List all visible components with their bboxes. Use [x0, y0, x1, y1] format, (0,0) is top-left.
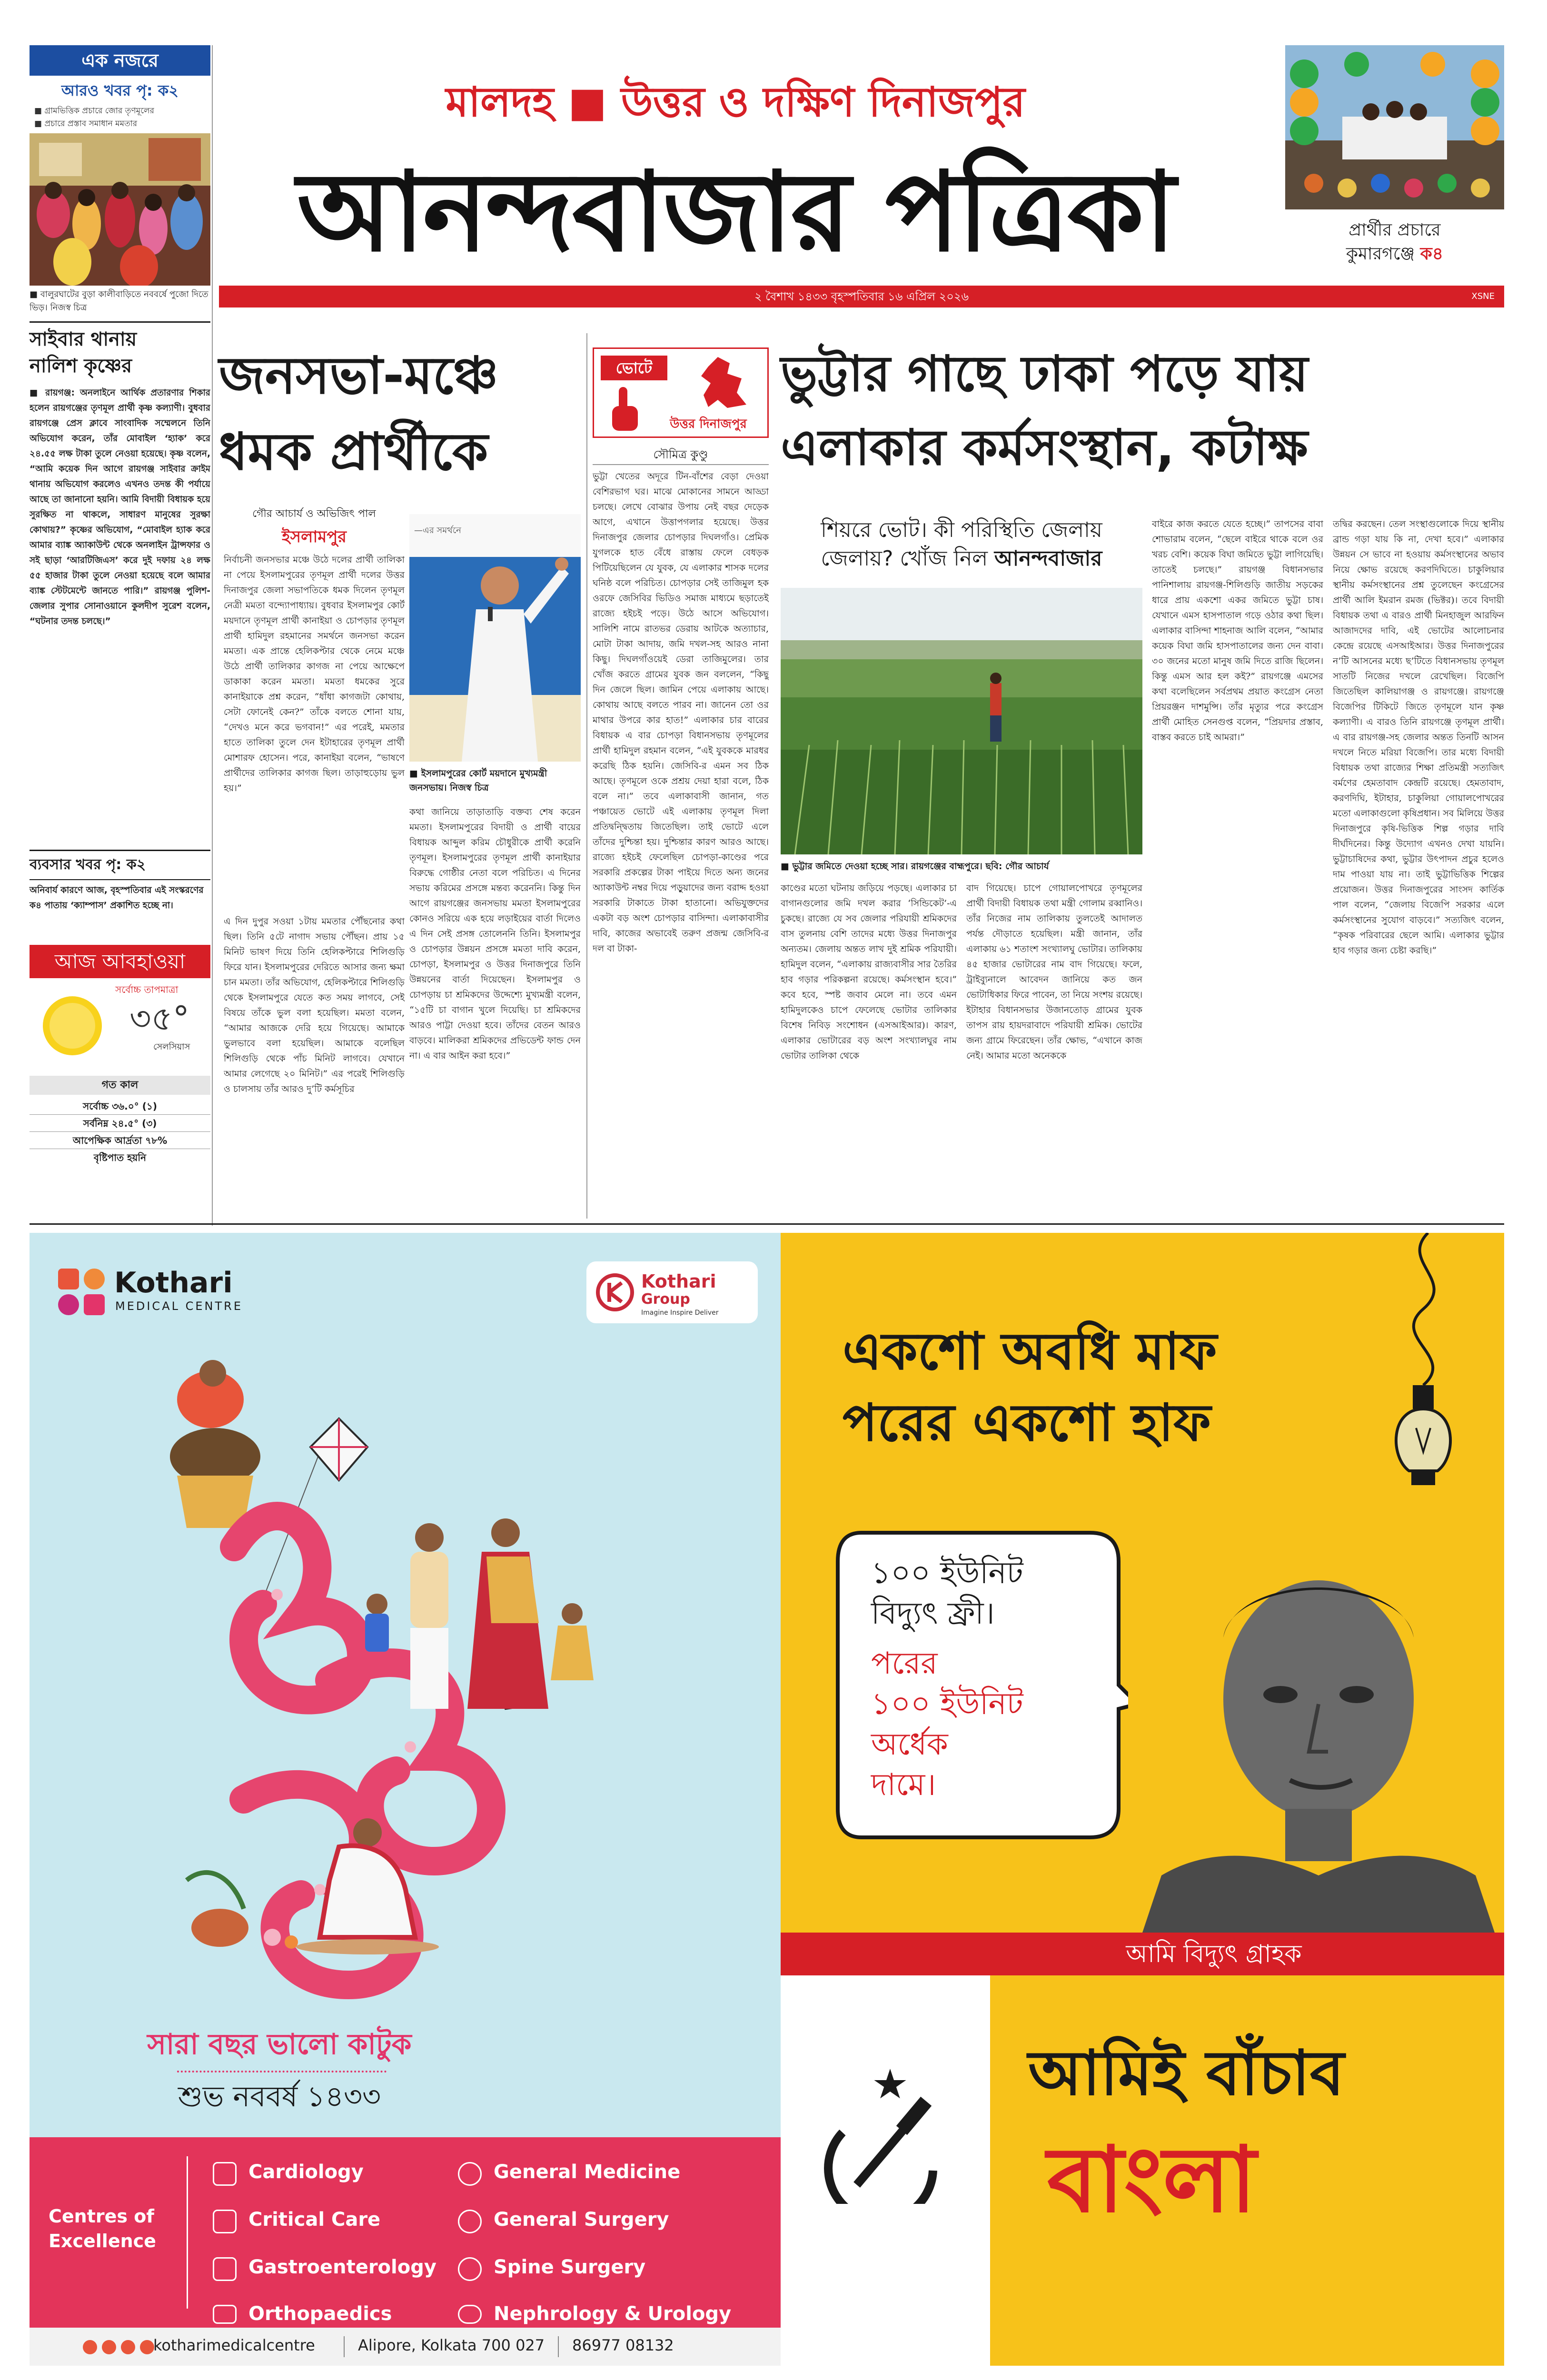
ear-place: কুমারগঞ্জে	[1346, 244, 1415, 264]
service-item: Nephrology & Urology	[494, 2303, 732, 2325]
group-word: Group	[641, 1291, 690, 1308]
kothari-ad	[30, 1233, 782, 2366]
photo-tag: —এর সমর্থনে	[414, 526, 461, 536]
story2-column: কাণ্ডের মতো ঘটনায় জড়িয়ে পড়ছে। এলাকার চা বাগানগুলোর জমি দখল করার ‘সিন্ডিকেট’-এ চুকছে। রাজ্যে যে সব জেলার পরিযায়ী শ্রমিকদের বাস তুলনায় বেশি তাদের মধ্যে উত্তর দিনাজপুর অন্যতম। জেলায় অন্তত লাখ দুই শ্রমিক পরিযায়ী। হামিদুল বলেন, “এলাকায় রাজ্যবাসীর সার তৈরির হাব গড়ার পরিকল্পনা রয়েছে। কর্মসংস্থান হবে।” কবে হবে, স্পষ্ট জবাব মেলে না। তবে এমন হামিদুলকেও চাপে ফেলেছে ভোটার তালিকার বিশেষ নিবিড় সংশোধন (এসআইআর)। কারণ, এলাকার ভোটারের বড় অংশ সংখ্যালঘুর নাম ভোটার তালিকা থেকে	[781, 883, 957, 1061]
vote-label: ভোটে	[601, 356, 667, 380]
ad-newyear: শুভ নববর্ষ ১৪৩৩	[178, 2080, 381, 2113]
divider	[30, 879, 210, 880]
footer-handle[interactable]: kotharimedicalcentre	[153, 2336, 315, 2354]
newspaper-title: আনন্দবাজার পত্রিকা	[297, 148, 1174, 276]
ad-divider	[30, 1223, 1504, 1225]
story2-column: বাদ গিয়েছে। চাপে গোয়ালপোখরে তৃণমূলের প্রার্থী বিদায়ী বিধায়ক তথা মন্ত্রী গোলাম রব্বানিও। তাঁর নিজের নাম তালিকায় তুলতেই আদালত পর্যন্ত দৌড়াতে হয়েছিল। মন্ত্রী জানান, তাঁর এলাকায় ৬১ শতাংশ সংখ্যালঘু ভোটার। তালিকায় ৪৫ হাজার ভোটারের নাম বাদ গিয়েছে। ফলে, ট্রাইব্যুনালে আবেদন জানিয়ে কত জন ভোটাধিকার ফিরে পাবেন, তা নিয়ে সংশয় রয়েছে। ইটাহার বিধানসভার উজানতোড় গ্রামের যুবক তাপস রায় হায়দরাবাদে পরিযায়ী শ্রমিক। ভোটের জন্য গ্রামে ফিরেছেন। তাঁর ক্ষোভ, “এখানে কাজ নেই। আমার মতো অনেককে	[966, 883, 1142, 1061]
story2-byline: সৌমিত্র কুণ্ডু	[593, 445, 769, 465]
spine-icon	[458, 2257, 482, 2281]
kidney-icon	[458, 2305, 482, 2324]
district-map-icon	[689, 355, 756, 412]
temp-unit: সেলসিয়াস	[153, 1042, 190, 1052]
weather-row: আপেক্ষিক আর্দ্রতা ৭৮%	[30, 1132, 210, 1149]
hammer-sickle-star-icon	[814, 2061, 957, 2204]
column-rule	[586, 333, 587, 1219]
stomach-icon	[213, 2257, 237, 2281]
ad-wish: সারা বছর ভালো কাটুক	[147, 2028, 412, 2061]
service-item: Gastroenterology	[248, 2256, 436, 2278]
finger-vote-icon	[608, 387, 642, 432]
column-rule	[212, 45, 213, 1226]
service-item: Cardiology	[248, 2161, 364, 2183]
dateline: ২ বৈশাখ ১৪৩৩ বৃহস্পতিবার ১৬ এপ্রিল ২০২৬	[754, 290, 969, 303]
footer-phone[interactable]: 86977 08132	[572, 2336, 674, 2354]
brief-line: ■ গ্রামভিত্তিক প্রচারে জোর তৃণমূলের	[34, 106, 154, 116]
party-symbol-panel	[781, 1975, 990, 2366]
bone-icon	[213, 2305, 237, 2324]
coe-label: Centres of	[49, 2206, 154, 2227]
slogan-line2: বাংলা	[1047, 2127, 1257, 2232]
story1-headline: ধমক প্রার্থীকে	[219, 422, 488, 482]
bubble-line: অর্ধেক	[871, 1727, 948, 1762]
scalpel-icon	[458, 2210, 482, 2233]
edition-code: XSNE	[1471, 291, 1495, 301]
service-item: General Surgery	[494, 2209, 669, 2231]
story1-headline: জনসভা-মঞ্চে	[219, 346, 498, 406]
stethoscope-icon	[458, 2162, 482, 2186]
weather-row: সর্বনিম্ন ২৪.৫° (৩)	[30, 1115, 210, 1132]
kicker-text: জেলায়? খোঁজ নিল	[821, 546, 988, 571]
story2-column: তদ্বির করছেন। তেল সংস্থাগুলোকে দিয়ে স্থানীয় ব্রান্ড গড়া যায় কি না, দেখা হবে।” এলাকার উন্নয়ন সে ভাবে না হওয়ায় কর্মসংস্থানের অভাব নিয়ে ক্ষোভ রয়েছে করণদিঘিতে। চাকুলিয়ার স্থানীয় কর্মসংস্থানের প্রশ্ন তুলেছেন কংগ্রেসের প্রার্থী আলি ইমরান রমজ (ভিক্টর)। তবে বিদায়ী বিধায়ক তথা এ বারও প্রার্থী মিনহাজুল আরফিন আজাদদের দাবি, এই ভোটের আলোচনার কেন্দ্রে রয়েছে এসআইআর। উত্তর দিনাজপুরের ন’টি আসনের মধ্যে ছ’টিতে বিধানসভায় তৃণমূল সাতটি নিজের দখলে রেখেছিল। বিজেপি জিতেছিল কালিয়াগঞ্জ ও রায়গঞ্জে। রায়গঞ্জে বিজেপির টিকিটে জিতে তৃণমূলে যান কৃষ্ণ কল্যাণী। এ বারও তিনি রায়গঞ্জে তৃণমূল প্রার্থী। এ বার রায়গঞ্জ-সহ জেলার অন্তত তিনটি আসন দখলে নিতে মরিয়া বিজেপি। তার মধ্যে বিদায়ী বিধায়ক তথা রাজ্যের শিক্ষা প্রতিমন্ত্রী সত্যজিৎ বর্মণের হেমতাবাদ কেন্দ্রটি রয়েছে। হেমতাবাদ, করণদিঘি, ইটাহার, চাকুলিয়া গোয়ালপোখরের মতো এলাকাগুলো কৃষিপ্রধান। সব মিলিয়ে উত্তর দিনাজপুরে কৃষি-ভিত্তিক শিল্প গড়ার দাবি দীর্ঘদিনের। কিন্তু উদ্যোগ এখনও দেখা যায়নি। ভুট্টাচাষিদের কথা, ভুট্টার উৎপাদন প্রচুর হলেও দাম পাওয়া যায় না। তাই ভুট্টাভিত্তিক শিল্পের প্রয়োজন। উত্তর দিনাজপুরের সাংসদ কার্তিক পাল বলেন, “জেলায় বিজেপি সরকার এলে কর্মসংস্থানের সুযোগ বাড়বে।” সত্যজিৎ বলেন, “কৃষক পরিবারের ছেলে আমি। এলাকার ভুট্টার হাব গড়ার জন্য চেষ্টা করছি।”	[1333, 519, 1504, 956]
cyber-headline: সাইবার থানায়	[30, 328, 137, 350]
ear-caption-line2	[1285, 243, 1504, 266]
ear-caption: প্রার্থীর প্রচারে	[1349, 220, 1441, 240]
consumer-band	[781, 1933, 1504, 1975]
story2-column: ভুট্টা খেতের অদূরে টিন-বাঁশের বেড়া দেওয়া বেশিরভাগ ঘর। মাঝে মোকানের সামনে আড্ডা চলছে। লেখে বোঝার উপায় নেই বছর দেড়েক আগে, এখানে উত্তাপগলার হয়েছে। উত্তর দিনাজপুর জেলার চোপড়ার দিঘলগাঁও। প্রেমিক যুগলকে হাত বেঁধে রাস্তায় ফেলে বেধড়ক পিটিয়েছিলেন যে যুবক, যে এলাকার শাসক দলের ঘনিষ্ঠ বলে পরিচিত। চোপড়ার সেই তাজিমুল হক ওরফে জেসিবির ভিডিও সমাজ মাধ্যমে ছড়াতেই রাজ্যে হইচই পড়ে। উঠে আসে অভিযোগ। সালিশি নামে রাতভর ডেরায় আটকে অত্যাচার, মোটা টাকা আদায়, জমি দখল-সহ আরও নানা কিছু। দিঘলগাঁওয়েই ডেরা তাজিমুলের। তার খোঁজ করতে গ্রামের যুবক জন বললেন, “কিছু দিন জেলে ছিল। জামিন পেয়ে এলাকায় আছে। কোথায় আছে বলতে পারব না। জানেন তো ওর মাথার উপরে কার হাত!” এলাকার চার বারের বিধায়ক এ বার চোপড়া বিধানসভায় তৃণমূলের প্রার্থী হামিদুল রহমান বলেন, “এই যুবককে মারধর করেছি ঠিক হয়নি। জেসিবি-র এমন সব ঠিক আছে। তৃণমূলে ওকে প্রশ্রয় দেয়া হারা বলে, ঠিক বলে না।” তবে এলাকাবাসী জানান, গত পঞ্চায়েত ভোটে এই এলাকায় তৃণমূল দিলা প্রতিদ্বন্দ্বিতায় জিতেছিল। তাই ভোটে এলে তাঁদের দুশ্চিন্তা হয়। দুশ্চিন্তার কারণ আরও আছে। রাজ্যে হইচই ফেলেছিল চোপড়া-কাণ্ডের পরে সরকারি প্রকল্পের টাকা পাইয়ে দিতে অন্য জনের অ্যাকাউন্ট নম্বর দিয়ে পড়ুয়াদের জন্য বরাদ্দ হওয়া সরকারি টাকাতে টাকা হাতানো। অভিযুক্তদের একটা বড় অংশ চোপড়ার বাসিন্দা। এলাকাবাসীর দাবি, কাজের অভাবেই তরুণ প্রজন্ম জেসিবি-র দল বা টাকা-	[593, 471, 769, 954]
social-icons[interactable]	[82, 2339, 163, 2355]
bubble-line: পরের	[871, 1646, 938, 1681]
kicker-brand: আনন্দবাজার	[994, 546, 1102, 571]
kothari-logo-icon	[58, 1269, 106, 1316]
bubble-line: দামে।	[871, 1767, 936, 1803]
cyber-headline: নালিশ কৃষ্ণের	[30, 355, 132, 377]
edition-label: মালদহ ■ উত্তর ও দক্ষিণ দিনাজপুর	[446, 79, 1025, 126]
consumer-label: আমি বিদ্যুৎ গ্রাহক	[1126, 1940, 1302, 1968]
ad-footer	[30, 2328, 782, 2366]
bulb-icon	[1371, 1233, 1476, 1499]
bubble-line: ১০০ ইউনিট	[871, 1686, 1023, 1722]
service-item: General Medicine	[494, 2161, 681, 2183]
weather-row: বৃষ্টিপাত হয়নি	[93, 1152, 147, 1163]
story1-column: নির্বাচনী জনসভার মঞ্চে উঠে দলের প্রার্থী তালিকা না পেয়ে ইসলামপুরের তৃণমূল প্রার্থী দলের উত্তর দিনাজপুর জেলা সভাপতিকে ধমক দিলেন তৃণমূল নেত্রী মমতা বন্দ্যোপাধ্যায়। বুধবার ইসলামপুর কোর্ট ময়দানে তৃণমূল প্রার্থী কানাইয়া ও চোপড়ার তৃণমূল প্রার্থী হামিদুল রহমানের সমর্থনে জনসভা করেন মমতা। এক প্রান্তে হেলিকপ্টার থেকে নেমে মঞ্চে উঠে প্রার্থী তালিকার কাগজ না পেয়ে আক্ষেপে ডাকাকা করেন মমতা। মমতা ধমকের সুরে কানাইয়াকে প্রশ্ন করেন, “ধাঁধা কাগজটা কোথায়, সেটা ফোনেই কেন?” তাঁকে বলতে শোনা যায়, “দেখও মনে করে ভগবান!” এর পরেই, মমতার হাতে তালিকা তুলে দেন ইটাহারের তৃণমূল প্রার্থী মোশারফ হোসেন। পরে, কানাইয়া বলেন, “ভাষণে প্রার্থীদের তালিকার কাগজ ছিল। তাড়াহুড়োয় ভুল হয়।”	[224, 555, 405, 793]
story2-column: বাইরে কাজ করতে যেতে হচ্ছে।” তাপসের বাবা শোভারাম বলেন, “ছেলে বাইরে থাকে বলে ওর খরচ বেশি। কয়েক বিঘা জমিতে ভুট্টা লাগিয়েছি। তাতেই চলছে।” রায়গঞ্জ বিধানসভার পানিশালায় রায়গঞ্জ-শিলিগুড়ি জাতীয় সড়কের ধারে প্রায় একশো একর জমিতে ভুট্টা চাষ। যেখানে এমস হাসপাতাল গড়ে ওঠার কথা ছিল। এলাকার বাসিন্দা শাহনাজ আলি বলেন, “আমার কয়েক বিঘা জমি হাসপাতালের জন্য দেন বাবা। ৩০ জনের মতো মানুষ জমি দিতে রাজি ছিলেন। কিন্তু এমস আর হল কই?” রায়গঞ্জে এমসের কথা বলেছিলেন সর্বপ্রথম প্রয়াত কংগ্রেস নেতা প্রিয়রঞ্জন দাশমুন্সি। তাঁর মৃত্যুর পরে কংগ্রেস প্রার্থী মোহিত সেনগুপ্ত বলেন, “প্রিয়দার প্রস্তাব, বাস্তব করতে চাই আমরা।”	[1152, 519, 1323, 743]
vote-district: উত্তর দিনাজপুর	[670, 417, 747, 431]
max-temp-value: ৩৫°	[129, 999, 189, 1038]
weather-row: সর্বোচ্চ ৩৬.০° (১)	[30, 1098, 210, 1115]
at-a-glance-header: এক নজরে	[30, 45, 210, 76]
maize-field-photo	[781, 588, 1142, 854]
ad-headline: একশো অবধি মাফ	[843, 1322, 1217, 1381]
story2-headline: ভুট্টার গাছে ঢাকা পড়ে যায়	[781, 345, 1309, 403]
weather-header: আজ আবহাওয়া	[30, 945, 210, 978]
bubble-line: বিদ্যুৎ ফ্রী।	[871, 1596, 995, 1631]
consumer-portrait	[1142, 1542, 1495, 1933]
kothari-group-icon	[596, 1273, 634, 1311]
kothari-brand: Kothari	[114, 1266, 233, 1299]
photo-caption: ■ বালুরঘাটের বুড়া কালীবাড়িতে নববর্ষে পুজো দিতে ভিড়। নিজস্ব চিত্র	[30, 289, 208, 313]
service-item: Spine Surgery	[494, 2256, 646, 2278]
brief-line: ■ প্রচারে প্রস্তাব সমাধান মমতার	[34, 119, 138, 129]
speech-bubble	[833, 1528, 1128, 1842]
story1-place: ইসলামপুর	[281, 527, 347, 546]
kothari-brand-sub: MEDICAL CENTRE	[115, 1299, 243, 1313]
vote-badge	[593, 347, 769, 438]
business-more-link[interactable]: ব্যবসার খবর পৃ: ক২	[30, 856, 146, 873]
divider	[30, 850, 210, 851]
wish-divider	[177, 2071, 387, 2073]
bed-icon	[213, 2210, 237, 2233]
kothari-group-badge	[586, 1261, 758, 1323]
footer-sep	[344, 2336, 345, 2357]
new-year-illustration	[101, 1328, 672, 2018]
photo-caption: ■ ইসলামপুরের কোর্ট ময়দানে মুখ্যমন্ত্রী জনসভায়। নিজস্ব চিত্র	[409, 768, 547, 793]
group-tagline: Imagine Inspire Deliver	[641, 1309, 719, 1317]
story1-byline: গৌর আচার্য ও অভিজিৎ পাল	[252, 508, 376, 520]
bubble-line: ১০০ ইউনিট	[871, 1556, 1023, 1591]
group-brand: Kothari	[641, 1271, 716, 1292]
story2-headline: এলাকার কর্মসংস্থান, কটাক্ষ	[781, 418, 1308, 476]
temple-crowd-photo	[30, 133, 210, 286]
political-ad	[781, 1233, 1504, 2366]
ad-headline: পরের একশো হাফ	[843, 1393, 1211, 1453]
dateline-bar	[219, 286, 1504, 307]
service-item: Critical Care	[248, 2209, 381, 2231]
footer-address: Alipore, Kolkata 700 027	[358, 2336, 545, 2354]
story2-kicker: শিয়রে ভোট। কী পরিস্থিতি জেলায়	[821, 518, 1102, 542]
story1-column: এ দিন দুপুর সওয়া ১টায় মমতার পৌঁছনোর কথা ছিল। তিনি ৫টে নাগাদ সভায় পৌঁছন। প্রায় ১৫ মিনিট ভাষণ দিয়ে তিনি হেলিকপ্টারে শিলিগুড়ি ফিরে যান। ইসলামপুরের দেরিতে আসার জন্য ক্ষমা চান মমতা। তাঁর অভিযোগ, হেলিকপ্টারে শিলিগুড়ি থেকে ইসলামপুরে যেতে কত সময় লাগবে, সেই বিষয়ে তাঁকে ভুল বলা হয়েছিল। মমতা বলেন, “আমার আজকে দেরি হয়ে গিয়েছে। আমাকে ভুলভাবে বলা হয়েছিল। আমাকে বলেছিল শিলিগুড়ি থেকে পাঁচ মিনিট লাগবে। যেখানে আমার লেগেছে ২০ মিনিট।” এর পরেই শিলিগুড়ি ও চালসায় তাঁর আরও দু’টি কর্মসূচির	[224, 916, 405, 1094]
campaign-photo	[1285, 45, 1504, 209]
services-band	[30, 2137, 782, 2328]
vertical-divider	[187, 2156, 188, 2309]
mamata-rally-photo	[409, 514, 581, 762]
edition-note: অনিবার্য কারণে আজ, বৃহস্পতিবার এই সংস্করণের ক৪ পাতায় ‘ক্যাম্পাস’ প্রকাশিত হচ্ছে না।	[30, 885, 204, 911]
service-item: Orthopaedics	[248, 2303, 392, 2325]
slogan-line1: আমিই বাঁচাব	[1028, 2037, 1345, 2109]
photo-caption: ■ ভুট্টার জমিতে দেওয়া হচ্ছে সার। রায়গঞ্জের বাহ্মপুরে। ছবি: গৌর আচার্য	[781, 861, 1049, 872]
cyber-story-text: ■ রায়গঞ্জ: অনলাইনে আর্থিক প্রতারণার শিকার হলেন রায়গঞ্জের তৃণমূল প্রার্থী কৃষ্ণ কল্যাণী। বুধবার রায়গঞ্জে প্রেস ক্লাবে সাংবাদিক সম্মেলনে তিনি অভিযোগ করেন, তাঁর মোবাইল ‘হ্যাক’ করে ২৪.৫৫ লক্ষ টাকা তুলে নেওয়া হয়েছে। কৃষ্ণ বলেন, “আমি কয়েক দিন আগে রায়গঞ্জ সাইবার ক্রাইম থানায় অভিযোগ করলেও এখনও তদন্ত কী পর্যায়ে আছে তা জানানো হয়নি। আমি বিদায়ী বিধায়ক হয়ে সুরক্ষিত না থাকলে, সাধারণ মানুষের সুরক্ষা কোথায়?” কৃষ্ণের অভিযোগ, “মোবাইল হ্যাক করে আমার ব্যাঙ্ক অ্যাকাউন্ট থেকে অনলাইন ট্রান্সফার ও সই ছাড়া ‘আরটিজিএস’ করে দুই দফায় ২৪ লক্ষ ৫৫ হাজার টাকা তুলে নেওয়া হয়েছে বলে আমার ব্যাঙ্ক স্টেটমেন্টে জানতে পারি।” রায়গঞ্জ পুলিশ-জেলার সুপার সোনাওয়ানে কুলদীপ সুরেশ বলেন, “ঘটনার তদন্ত চলছে।”	[30, 388, 210, 626]
story1-column: কথা জানিয়ে তাড়াতাড়ি বক্তব্য শেষ করেন মমতা। ইসলামপুরের বিদায়ী ও প্রার্থী বায়ের বিধায়ক আব্দুল করিম চৌধুরীকে প্রার্থী করেনি তৃণমূল। ইসলামপুরের তৃণমূল প্রার্থী কানাইয়ার বিরুদ্ধে গোষ্ঠীর নেতা বলে পরিচিত। এ দিনের সভায় করিমের প্রসঙ্গে মন্তব্য করেননি। কিন্তু দিন আগে রায়গঞ্জের জনসভায় মমতা ইসলামপুরের কোনও সরিয়ে এক হয়ে লড়াইয়ের বার্তা দিলেও এ দিন সেই প্রসঙ্গ তোলেননি তিনি। ইসলামপুর ও চোপড়ার উন্নয়ন প্রসঙ্গে মমতা দাবি করেন, চোপড়া, ইসলামপুর ও উত্তর দিনাজপুরে তিনি উন্নয়নের বার্তা দিয়েছেন। ইসলামপুর ও চোপড়ায় চা শ্রমিকদের উদ্দেশ্যে মুখ্যমন্ত্রী বলেন, “১৫টি চা বাগান খুলে দিয়েছি। চা শ্রমিকদের আরও পাট্টা দেওয়া হবে। তাঁদের বেতন আরও বাড়বে। মালিকরা শ্রমিকদের প্রভিডেন্ট ফান্ড দেন না। এ বার আইন করা হবে।”	[409, 807, 581, 1061]
ear-page-ref[interactable]: ক৪	[1420, 244, 1444, 264]
yesterday-label: গত কাল	[30, 1076, 210, 1095]
max-temp-label: সর্বোচ্চ তাপমাত্রা	[115, 984, 178, 995]
footer-sep	[558, 2336, 559, 2357]
heart-icon	[213, 2162, 237, 2186]
story2-kicker-line2	[781, 545, 1142, 573]
sidebar	[30, 45, 210, 1216]
coe-label: Excellence	[49, 2231, 156, 2251]
divider	[30, 321, 210, 323]
more-news-link[interactable]: আরও খবর পৃ: ক২	[61, 81, 179, 99]
sun-icon	[39, 992, 106, 1059]
